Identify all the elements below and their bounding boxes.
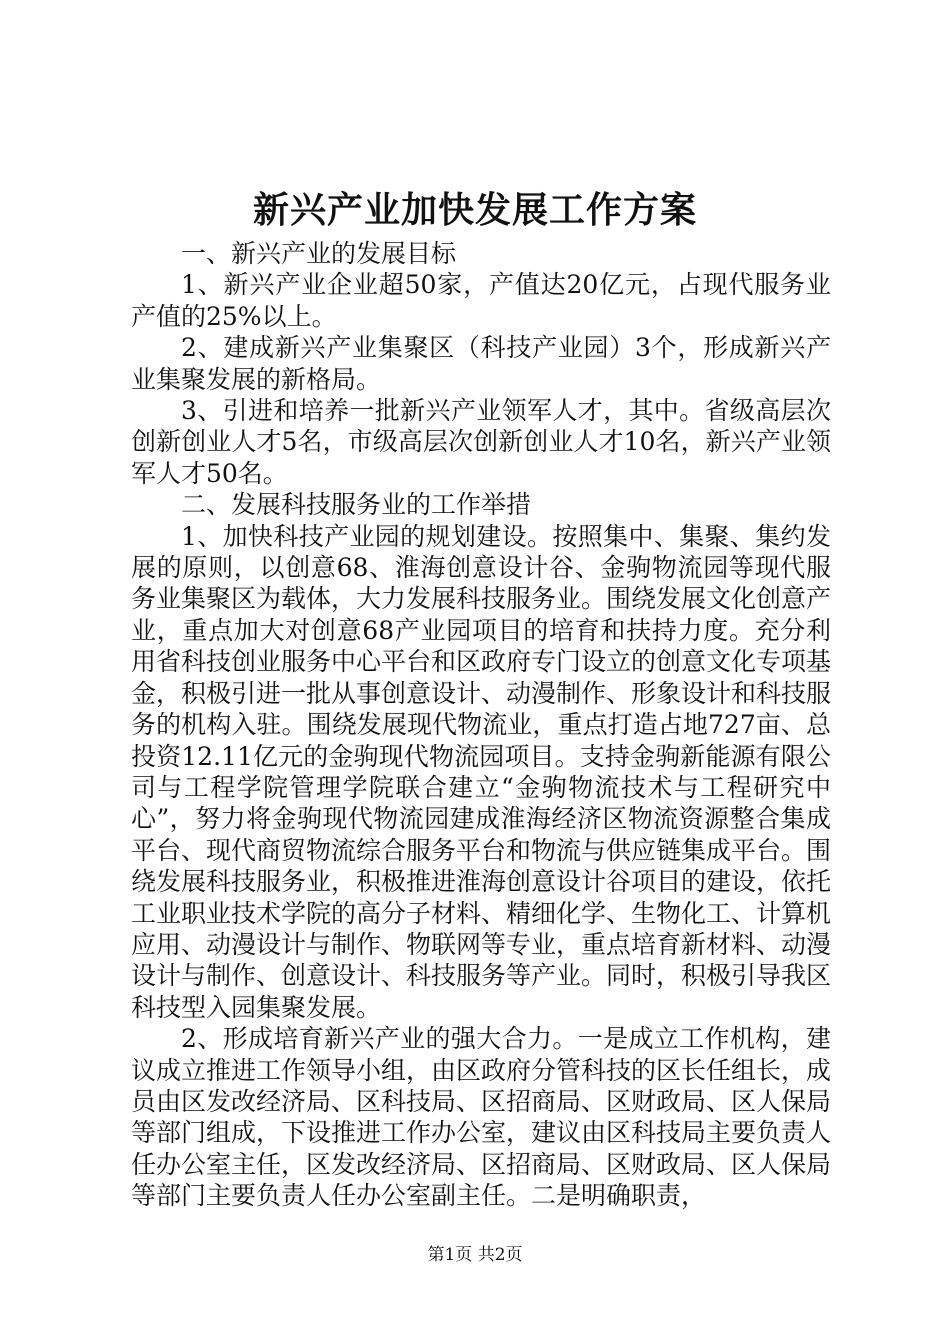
paragraph-measure-1: 1、加快科技产业园的规划建设。按照集中、集聚、集约发展的原则，以创意68、淮海创意设计谷、金驹物流园等现代服务业集聚区为载体，大力发展科技服务业。围绕发展文化创意产业，重点加大对创意68产业园项目的培育和扶持力度。充分利用省科技创业服务中心平台和区政府专门设立的创意文化专项基金，积极引进一批从事创意设计、动漫制作、形象设计和科技服务的机构入驻。围绕发展现代物流业，重点打造占地727亩、总投资12.11亿元的金驹现代物流园项目。支持金驹新能源有限公司与工程学院管理学院联合建立“金驹物流技术与工程研究中心”，努力将金驹现代物流园建成淮海经济区物流资源整合集成平台、现代商贸物流综合服务平台和物流与供应链集成平台。围绕发展科技服务业，积极推进淮海创意设计谷项目的建设，依托工业职业技术学院的高分子材料、精细化学、生物化工、计算机应用、动漫设计与制作、物联网等专业，重点培育新材料、动漫设计与制作、创意设计、科技服务等产业。同时，积极引导我区科技型入园集聚发展。 bbox=[131, 521, 832, 1022]
paragraph-measure-2: 2、形成培育新兴产业的强大合力。一是成立工作机构，建议成立推进工作领导小组，由区政府分管科技的区长任组长，成员由区发改经济局、区科技局、区招商局、区财政局、区人保局等部门组成，下设推进工作办公室，建议由区科技局主要负责人任办公室主任，区发改经济局、区招商局、区财政局、区人保局等部门主要负责人任办公室副主任。二是明确职责， bbox=[131, 1024, 832, 1211]
paragraph-goal-1: 1、新兴产业企业超50家，产值达20亿元，占现代服务业产值的25%以上。 bbox=[131, 270, 831, 331]
paragraph-goal-3: 3、引进和培养一批新兴产业领军人才，其中。省级高层次创新创业人才5名，市级高层次创新创业人才10名，新兴产业领军人才50名。 bbox=[131, 396, 831, 488]
paragraph-goal-2: 2、建成新兴产业集聚区（科技产业园）3个，形成新兴产业集聚发展的新格局。 bbox=[131, 333, 831, 394]
section-heading-measures: 二、发展科技服务业的工作举措 bbox=[181, 490, 532, 520]
document-title: 新兴产业加快发展工作方案 bbox=[252, 189, 697, 231]
document-body bbox=[131, 238, 831, 1212]
section-heading-goals: 一、新兴产业的发展目标 bbox=[181, 239, 457, 268]
page-footer: 第1页 共2页 bbox=[427, 1245, 523, 1265]
